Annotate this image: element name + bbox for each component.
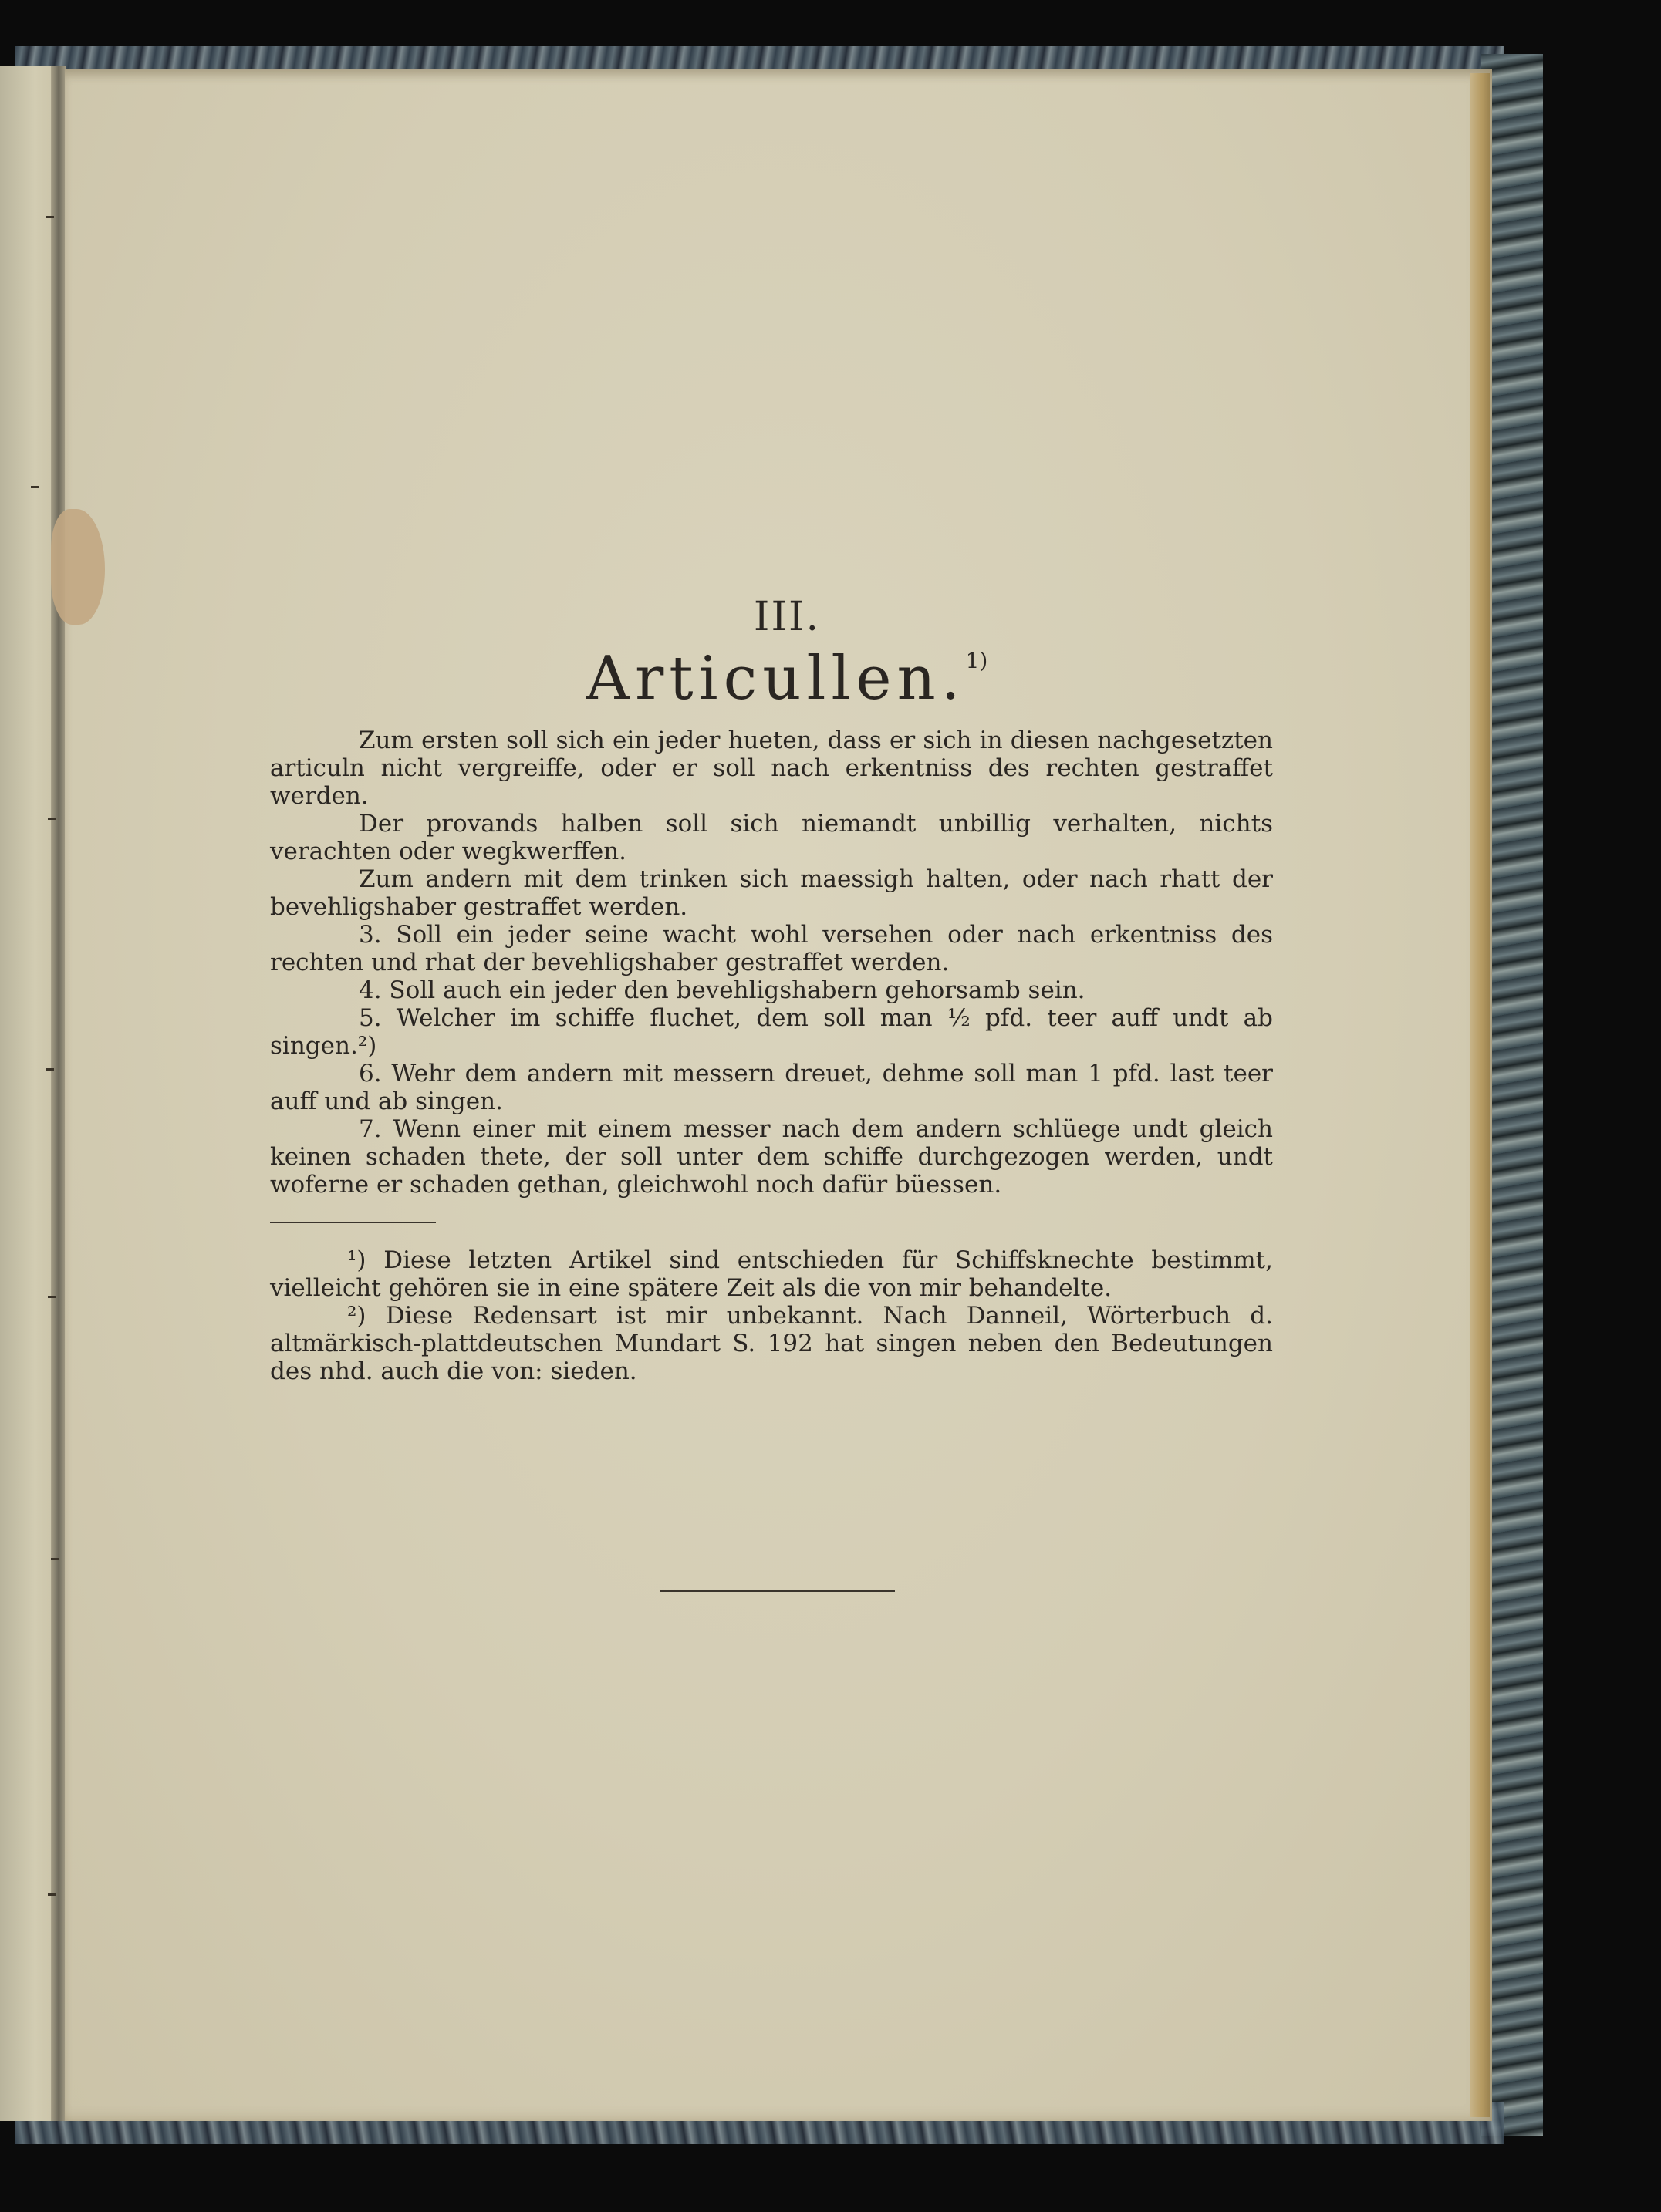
article-paragraph: 5. Welcher im schiffe fluchet, dem soll man ½ pfd. teer auff undt ab singen.²) — [270, 1003, 1273, 1060]
chapter-number: III. — [753, 594, 821, 640]
chapter-title-footnote-ref: 1) — [965, 648, 988, 673]
binding-mark — [31, 486, 39, 488]
binding-mark — [48, 1296, 56, 1298]
binding-mark — [48, 818, 56, 820]
footnote: ¹) Diese letzten Artikel sind entschieden für Schiffsknechte bestimmt, vielleicht gehören sie in eine spätere Zeit als die von mir behandelte. — [270, 1246, 1273, 1302]
article-paragraph: 4. Soll auch ein jeder den bevehligshabern gehorsamb sein. — [359, 976, 1085, 1004]
binding-mark — [46, 216, 54, 218]
article-paragraph: Zum ersten soll sich ein jeder hueten, dass er sich in diesen nachgesetzten articuln nicht vergreiffe, oder er soll nach erkentniss des rechten gestraffet werden. — [270, 726, 1273, 810]
article-paragraph: 3. Soll ein jeder seine wacht wohl versehen oder nach erkentniss des rechten und rhat der bevehligshaber gestraffet werden. — [270, 920, 1273, 976]
page-edge — [1470, 73, 1490, 2117]
binding-mark — [46, 1068, 54, 1071]
chapter-title-text: Articullen. — [586, 644, 966, 713]
article-paragraph: 7. Wenn einer mit einem messer nach dem andern schlüege undt gleich keinen schaden thete, der soll unter dem schiffe durchgezogen werden, undt woferne er schaden gethan, gleichwohl noch dafür büessen. — [270, 1114, 1273, 1199]
book-gutter — [51, 66, 66, 2121]
end-rule — [660, 1590, 895, 1592]
binding-mark — [51, 1558, 59, 1560]
article-paragraph: Zum andern mit dem trinken sich maessigh halten, oder nach rhatt der bevehligshaber gestraffet werden. — [270, 865, 1273, 921]
article-paragraph: 6. Wehr dem andern mit messern dreuet, dehme soll man 1 pfd. last teer auff und ab singen. — [270, 1059, 1273, 1115]
paper-tear — [51, 509, 105, 625]
footnote: ²) Diese Redensart ist mir unbekannt. Nach Danneil, Wörterbuch d. altmärkisch-plattdeutschen Mundart S. 192 hat singen neben den Bedeutungen des nhd. auch die von: sieden. — [270, 1301, 1273, 1385]
footnote-separator — [270, 1222, 436, 1223]
page-content — [270, 594, 1273, 1385]
article-paragraph: Der provands halben soll sich niemandt unbillig verhalten, nichts verachten oder wegkwerffen. — [270, 809, 1273, 865]
binding-mark — [48, 1893, 56, 1896]
chapter-title — [301, 646, 1273, 713]
